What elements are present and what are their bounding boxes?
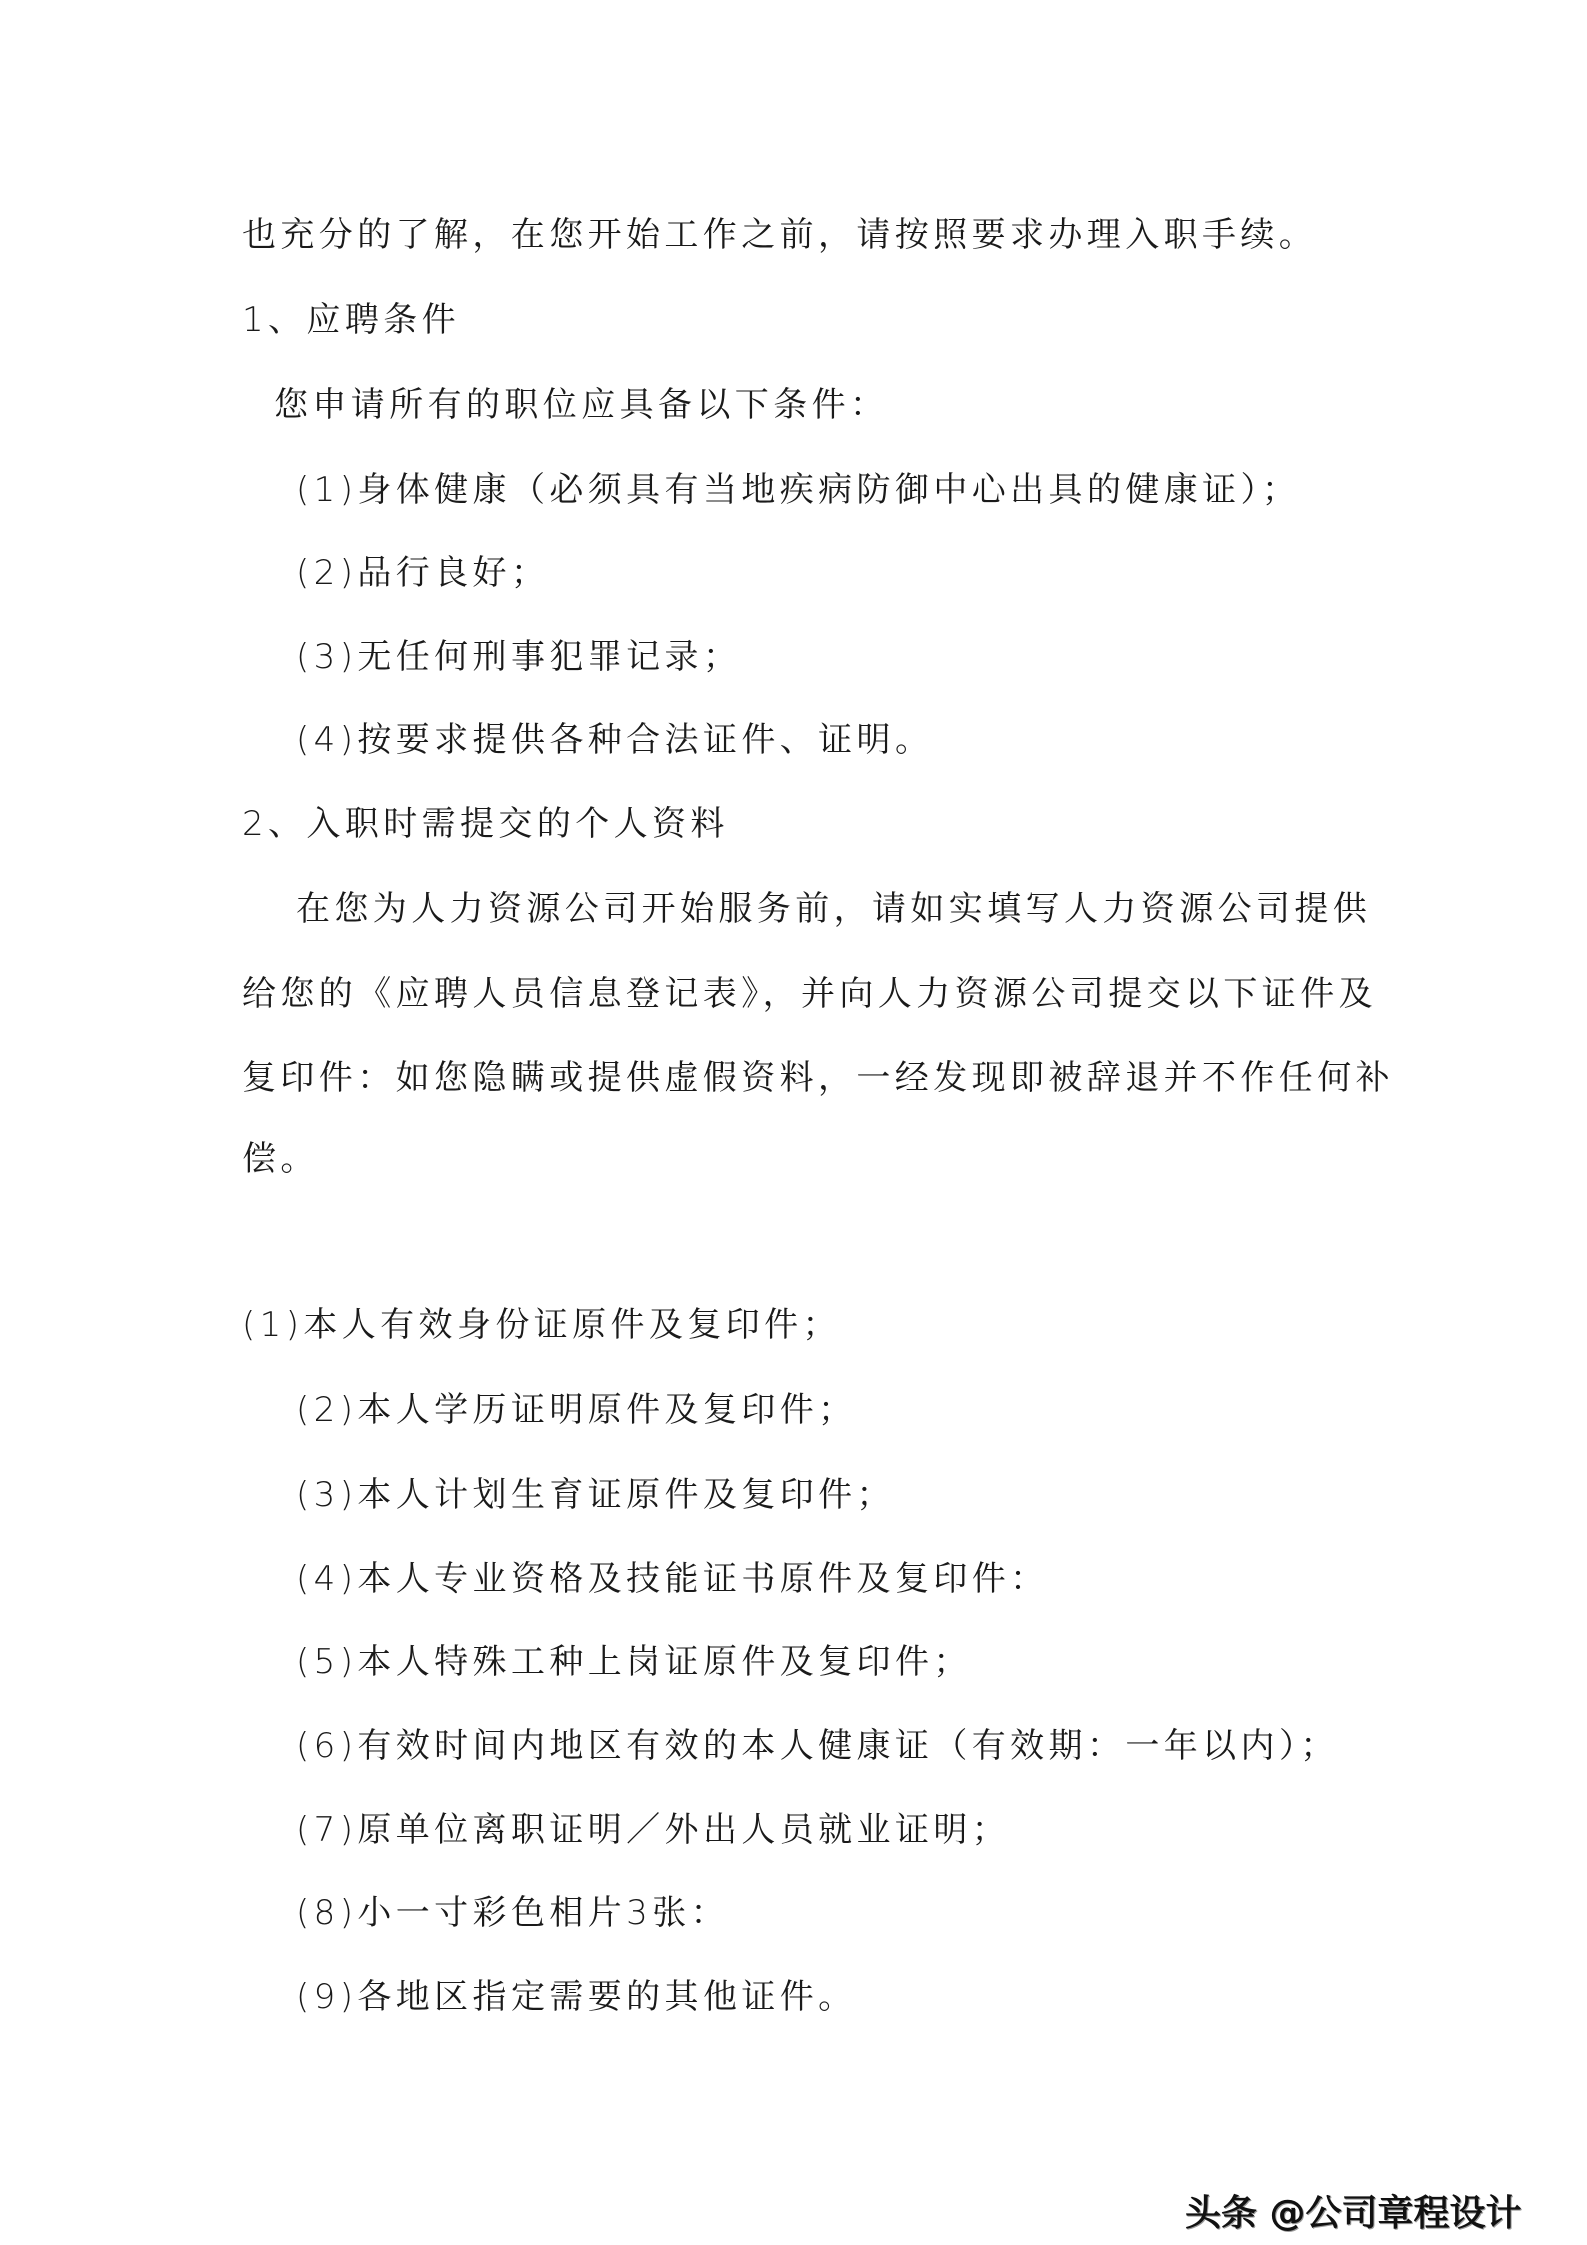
list-item: (3)本人计划生育证原件及复印件； xyxy=(296,1475,895,1515)
list-item: (2)本人学历证明原件及复印件； xyxy=(296,1390,857,1430)
section-heading: 2、入职时需提交的个人资料 xyxy=(242,804,729,844)
paragraph-line: 在您为人力资源公司开始服务前，请如实填写人力资源公司提供 xyxy=(296,889,1372,929)
list-item: (8)小一寸彩色相片3张： xyxy=(296,1893,729,1933)
list-item: (4)本人专业资格及技能证书原件及复印件： xyxy=(296,1559,1049,1599)
list-item: (6)有效时间内地区有效的本人健康证（有效期：一年以内）； xyxy=(296,1726,1339,1766)
list-item: (1)身体健康（必须具有当地疾病防御中心出具的健康证）； xyxy=(296,470,1301,510)
list-item: (7)原单位离职证明／外出人员就业证明； xyxy=(296,1810,1011,1850)
list-item: (5)本人特殊工种上岗证原件及复印件； xyxy=(296,1642,972,1682)
list-item: (4)按要求提供各种合法证件、证明。 xyxy=(296,720,934,760)
paragraph-line: 给您的《应聘人员信息登记表》，并向人力资源公司提交以下证件及 xyxy=(242,974,1377,1014)
paragraph-line: 也充分的了解，在您开始工作之前，请按照要求办理入职手续。 xyxy=(242,215,1318,255)
paragraph-line: 复印件：如您隐瞒或提供虚假资料，一经发现即被辞退并不作任何补 xyxy=(242,1058,1394,1098)
list-item: (1)本人有效身份证原件及复印件； xyxy=(242,1305,841,1345)
section-heading: 1、应聘条件 xyxy=(242,300,461,340)
list-item: (3)无任何刑事犯罪记录； xyxy=(296,637,742,677)
watermark: 头条 @公司章程设计 xyxy=(1185,2193,1522,2234)
paragraph-line: 您申请所有的职位应具备以下条件： xyxy=(274,385,889,425)
list-item: (9)各地区指定需要的其他证件。 xyxy=(296,1977,857,2017)
paragraph-line: 偿。 xyxy=(242,1139,319,1179)
list-item: (2)品行良好； xyxy=(296,553,550,593)
